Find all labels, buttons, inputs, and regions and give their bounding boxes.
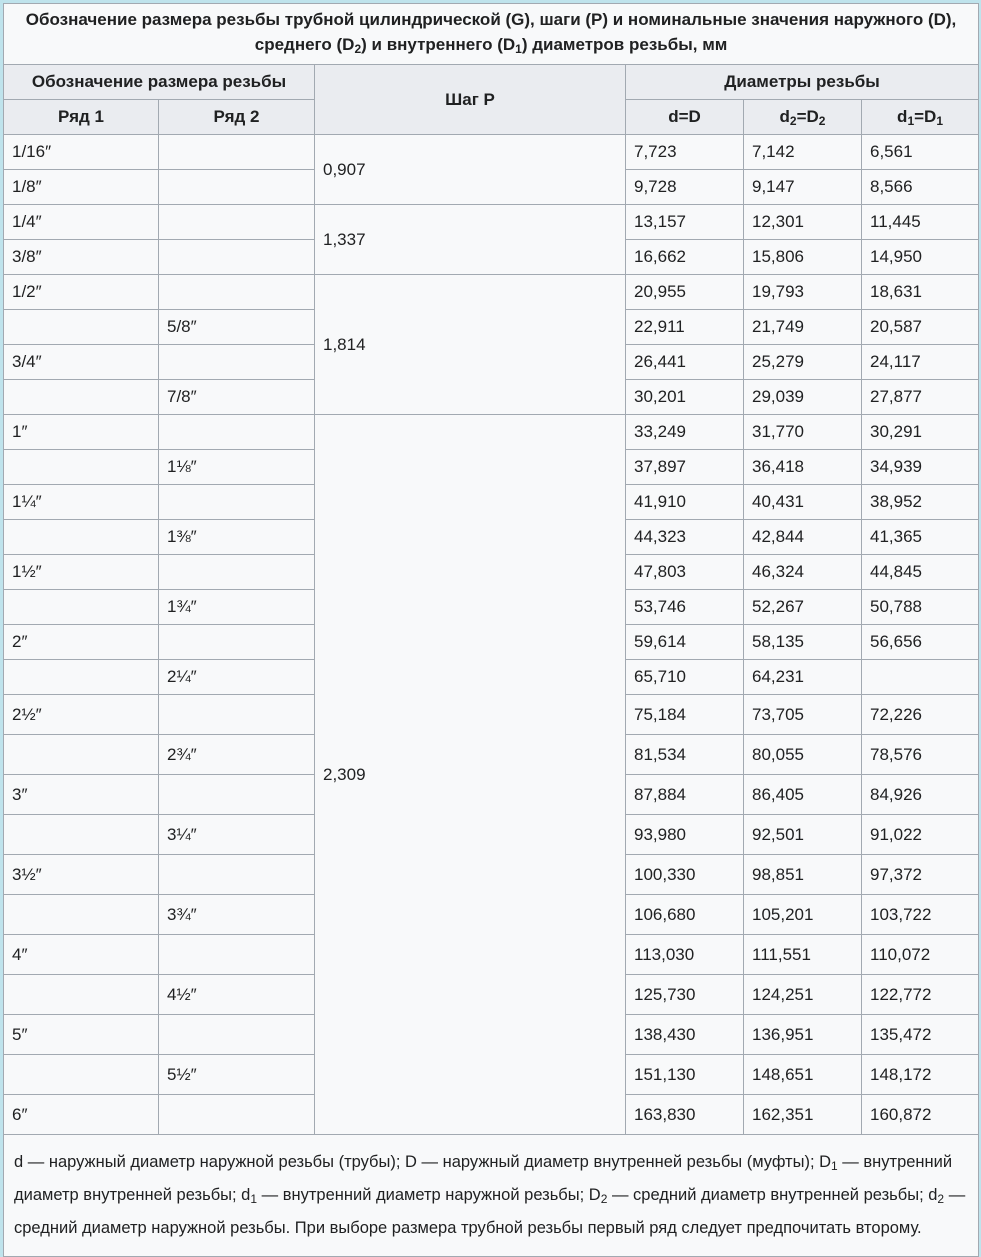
inner-diameter-cell: 8,566 bbox=[862, 170, 979, 205]
row2-size-cell bbox=[159, 240, 315, 275]
mean-diameter-cell: 52,267 bbox=[744, 590, 862, 625]
row1-size-cell: 6″ bbox=[4, 1095, 159, 1135]
outer-diameter-cell: 13,157 bbox=[626, 205, 744, 240]
inner-diameter-cell: 20,587 bbox=[862, 310, 979, 345]
table-row bbox=[4, 415, 979, 450]
row1-size-cell: 1/8″ bbox=[4, 170, 159, 205]
row1-size-cell bbox=[4, 310, 159, 345]
row2-size-cell bbox=[159, 1015, 315, 1055]
outer-diameter-cell: 16,662 bbox=[626, 240, 744, 275]
pitch-cell: 1,337 bbox=[315, 205, 626, 275]
mean-diameter-cell: 42,844 bbox=[744, 520, 862, 555]
pitch-cell: 1,814 bbox=[315, 275, 626, 415]
row2-size-cell bbox=[159, 1095, 315, 1135]
row2-size-cell bbox=[159, 775, 315, 815]
outer-diameter-cell: 9,728 bbox=[626, 170, 744, 205]
row1-size-cell: 4″ bbox=[4, 935, 159, 975]
row2-size-cell bbox=[159, 625, 315, 660]
row1-size-cell: 1/4″ bbox=[4, 205, 159, 240]
inner-diameter-cell: 110,072 bbox=[862, 935, 979, 975]
inner-diameter-cell: 18,631 bbox=[862, 275, 979, 310]
mean-diameter-cell: 12,301 bbox=[744, 205, 862, 240]
outer-diameter-cell: 7,723 bbox=[626, 135, 744, 170]
inner-diameter-cell: 148,172 bbox=[862, 1055, 979, 1095]
outer-diameter-cell: 44,323 bbox=[626, 520, 744, 555]
mean-diameter-cell: 136,951 bbox=[744, 1015, 862, 1055]
mean-diameter-cell: 105,201 bbox=[744, 895, 862, 935]
row1-size-cell bbox=[4, 975, 159, 1015]
row1-size-cell: 1/16″ bbox=[4, 135, 159, 170]
outer-diameter-cell: 93,980 bbox=[626, 815, 744, 855]
outer-diameter-cell: 30,201 bbox=[626, 380, 744, 415]
mean-diameter-cell: 92,501 bbox=[744, 815, 862, 855]
outer-diameter-cell: 33,249 bbox=[626, 415, 744, 450]
row2-size-cell: 5/8″ bbox=[159, 310, 315, 345]
mean-diameter-cell: 58,135 bbox=[744, 625, 862, 660]
row1-size-cell: 1″ bbox=[4, 415, 159, 450]
mean-diameter-cell: 148,651 bbox=[744, 1055, 862, 1095]
row2-size-cell bbox=[159, 135, 315, 170]
row2-size-cell bbox=[159, 415, 315, 450]
pitch-cell: 2,309 bbox=[315, 415, 626, 1135]
inner-diameter-cell: 50,788 bbox=[862, 590, 979, 625]
row2-size-cell bbox=[159, 345, 315, 380]
mean-diameter-cell: 64,231 bbox=[744, 660, 862, 695]
table-frame bbox=[3, 3, 978, 1237]
row1-size-cell: 2″ bbox=[4, 625, 159, 660]
outer-diameter-cell: 26,441 bbox=[626, 345, 744, 380]
header-d: d=D bbox=[626, 100, 744, 135]
inner-diameter-cell: 11,445 bbox=[862, 205, 979, 240]
row2-size-cell: 2¼″ bbox=[159, 660, 315, 695]
outer-diameter-cell: 65,710 bbox=[626, 660, 744, 695]
outer-diameter-cell: 81,534 bbox=[626, 735, 744, 775]
outer-diameter-cell: 106,680 bbox=[626, 895, 744, 935]
outer-diameter-cell: 59,614 bbox=[626, 625, 744, 660]
row2-size-cell bbox=[159, 170, 315, 205]
row2-size-cell: 1⅜″ bbox=[159, 520, 315, 555]
outer-diameter-cell: 22,911 bbox=[626, 310, 744, 345]
inner-diameter-cell: 160,872 bbox=[862, 1095, 979, 1135]
row1-size-cell: 3″ bbox=[4, 775, 159, 815]
outer-diameter-cell: 37,897 bbox=[626, 450, 744, 485]
row1-size-cell bbox=[4, 590, 159, 625]
pitch-cell: 0,907 bbox=[315, 135, 626, 205]
table-caption: Обозначение размера резьбы трубной цилиндрической (G), шаги (P) и номинальные значения наружного (D), среднего $(D_2)$ и внутреннего $(D_1)$ диаметров резьбы, мм bbox=[4, 4, 979, 65]
header-d2: $d_2=D_2$ bbox=[744, 100, 862, 135]
row1-size-cell: 1¼″ bbox=[4, 485, 159, 520]
row2-size-cell: 1¾″ bbox=[159, 590, 315, 625]
mean-diameter-cell: 124,251 bbox=[744, 975, 862, 1015]
mean-diameter-cell: 46,324 bbox=[744, 555, 862, 590]
row2-size-cell: 4½″ bbox=[159, 975, 315, 1015]
mean-diameter-cell: 21,749 bbox=[744, 310, 862, 345]
row1-size-cell: 1½″ bbox=[4, 555, 159, 590]
inner-diameter-cell: 122,772 bbox=[862, 975, 979, 1015]
row2-size-cell: 3¾″ bbox=[159, 895, 315, 935]
row1-size-cell: 1/2″ bbox=[4, 275, 159, 310]
row1-size-cell bbox=[4, 735, 159, 775]
row1-size-cell bbox=[4, 380, 159, 415]
row2-size-cell: 7/8″ bbox=[159, 380, 315, 415]
outer-diameter-cell: 47,803 bbox=[626, 555, 744, 590]
row2-size-cell bbox=[159, 855, 315, 895]
inner-diameter-cell: 56,656 bbox=[862, 625, 979, 660]
row1-size-cell: 2½″ bbox=[4, 695, 159, 735]
row1-size-cell: 3½″ bbox=[4, 855, 159, 895]
inner-diameter-cell: 34,939 bbox=[862, 450, 979, 485]
outer-diameter-cell: 138,430 bbox=[626, 1015, 744, 1055]
mean-diameter-cell: 9,147 bbox=[744, 170, 862, 205]
inner-diameter-cell: 27,877 bbox=[862, 380, 979, 415]
outer-diameter-cell: 113,030 bbox=[626, 935, 744, 975]
note-row bbox=[4, 1135, 979, 1257]
header-row1: Ряд 1 bbox=[4, 100, 159, 135]
row2-size-cell bbox=[159, 485, 315, 520]
inner-diameter-cell: 103,722 bbox=[862, 895, 979, 935]
row1-size-cell bbox=[4, 895, 159, 935]
outer-diameter-cell: 41,910 bbox=[626, 485, 744, 520]
outer-diameter-cell: 20,955 bbox=[626, 275, 744, 310]
thread-table bbox=[3, 3, 979, 1257]
row1-size-cell bbox=[4, 1055, 159, 1095]
table-row bbox=[4, 135, 979, 170]
mean-diameter-cell: 7,142 bbox=[744, 135, 862, 170]
mean-diameter-cell: 40,431 bbox=[744, 485, 862, 520]
header-d1: $d_1=D_1$ bbox=[862, 100, 979, 135]
mean-diameter-cell: 31,770 bbox=[744, 415, 862, 450]
header-designation: Обозначение размера резьбы bbox=[4, 65, 315, 100]
mean-diameter-cell: 19,793 bbox=[744, 275, 862, 310]
outer-diameter-cell: 151,130 bbox=[626, 1055, 744, 1095]
inner-diameter-cell: 135,472 bbox=[862, 1015, 979, 1055]
inner-diameter-cell: 41,365 bbox=[862, 520, 979, 555]
row2-size-cell: 3¼″ bbox=[159, 815, 315, 855]
row1-size-cell: 3/4″ bbox=[4, 345, 159, 380]
table-row bbox=[4, 205, 979, 240]
row2-size-cell bbox=[159, 935, 315, 975]
header-diameters: Диаметры резьбы bbox=[626, 65, 979, 100]
outer-diameter-cell: 125,730 bbox=[626, 975, 744, 1015]
row2-size-cell bbox=[159, 555, 315, 590]
inner-diameter-cell bbox=[862, 660, 979, 695]
mean-diameter-cell: 29,039 bbox=[744, 380, 862, 415]
outer-diameter-cell: 87,884 bbox=[626, 775, 744, 815]
inner-diameter-cell: 30,291 bbox=[862, 415, 979, 450]
outer-diameter-cell: 75,184 bbox=[626, 695, 744, 735]
mean-diameter-cell: 111,551 bbox=[744, 935, 862, 975]
outer-diameter-cell: 53,746 bbox=[626, 590, 744, 625]
mean-diameter-cell: 98,851 bbox=[744, 855, 862, 895]
table-row bbox=[4, 275, 979, 310]
mean-diameter-cell: 15,806 bbox=[744, 240, 862, 275]
header-row2: Ряд 2 bbox=[159, 100, 315, 135]
header-pitch: Шаг P bbox=[315, 65, 626, 135]
mean-diameter-cell: 25,279 bbox=[744, 345, 862, 380]
row2-size-cell bbox=[159, 695, 315, 735]
inner-diameter-cell: 78,576 bbox=[862, 735, 979, 775]
row1-size-cell bbox=[4, 450, 159, 485]
inner-diameter-cell: 84,926 bbox=[862, 775, 979, 815]
outer-diameter-cell: 100,330 bbox=[626, 855, 744, 895]
row1-size-cell bbox=[4, 520, 159, 555]
inner-diameter-cell: 44,845 bbox=[862, 555, 979, 590]
mean-diameter-cell: 86,405 bbox=[744, 775, 862, 815]
row2-size-cell: 5½″ bbox=[159, 1055, 315, 1095]
outer-diameter-cell: 163,830 bbox=[626, 1095, 744, 1135]
row1-size-cell: 3/8″ bbox=[4, 240, 159, 275]
inner-diameter-cell: 6,561 bbox=[862, 135, 979, 170]
table-footnote: d — наружный диаметр наружной резьбы (трубы); D — наружный диаметр внутренней резьбы (муфты); $D_1$ — внутренний диаметр внутренней резьбы; $d_1$ — внутренний диаметр наружной резьбы; $D_2$ — средний диаметр внутренней резьбы; $d_2$ — средний диаметр наружной резьбы. При выборе размера трубной резьбы первый ряд следует предпочитать второму. bbox=[4, 1135, 979, 1257]
mean-diameter-cell: 73,705 bbox=[744, 695, 862, 735]
mean-diameter-cell: 162,351 bbox=[744, 1095, 862, 1135]
inner-diameter-cell: 38,952 bbox=[862, 485, 979, 520]
row1-size-cell bbox=[4, 660, 159, 695]
inner-diameter-cell: 14,950 bbox=[862, 240, 979, 275]
row1-size-cell: 5″ bbox=[4, 1015, 159, 1055]
inner-diameter-cell: 97,372 bbox=[862, 855, 979, 895]
row1-size-cell bbox=[4, 815, 159, 855]
row2-size-cell bbox=[159, 275, 315, 310]
inner-diameter-cell: 24,117 bbox=[862, 345, 979, 380]
inner-diameter-cell: 72,226 bbox=[862, 695, 979, 735]
row2-size-cell: 1⅛″ bbox=[159, 450, 315, 485]
row2-size-cell: 2¾″ bbox=[159, 735, 315, 775]
row2-size-cell bbox=[159, 205, 315, 240]
mean-diameter-cell: 80,055 bbox=[744, 735, 862, 775]
mean-diameter-cell: 36,418 bbox=[744, 450, 862, 485]
inner-diameter-cell: 91,022 bbox=[862, 815, 979, 855]
